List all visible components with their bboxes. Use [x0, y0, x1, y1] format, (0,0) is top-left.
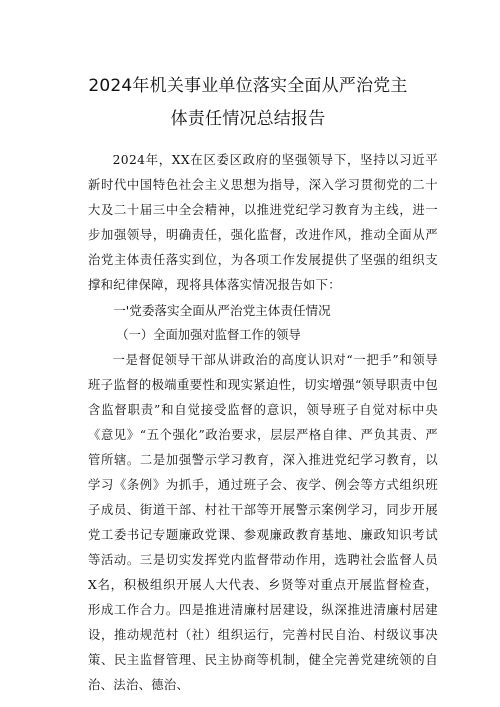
body-paragraph: 一是督促领导干部从讲政治的高度认识对“一把手”和领导班子监督的极端重要性和现实紧迫性，切实增强“领导职责中包含监督职责”和自觉接受监督的意识，领导班子自觉对标中央《意见》“五个强化”政治要求，层层严格自律、严负其责、严管所辖。二是加强警示学习教育，深入推进党纪学习教育，以学习《条例》为抓手，通过班子会、夜学、例会等方式组织班子成员、街道干部、村社干部等开展警示案例学习，同步开展党工委书记专题廉政党课、参观廉政教育基地、廉政知识考试等活动。三是切实发挥党内监督带动作用，选聘社会监督人员X名，积极组织开展人大代表、乡贤等对重点开展监督检查，形成工作合力。四是推进清廉村居建设，纵深推进清廉村居建设，推动规范村（社）组织运行，完善村民自治、村级议事决策、民主监督管理、民主协商等机制，健全完善党建统领的自治、法治、德治、: [88, 353, 438, 692]
title-line-1: 2024年机关事业单位落实全面从严治党主: [88, 76, 408, 96]
title-line-2: 体责任情况总结报告: [170, 109, 326, 129]
subsection-heading-1: （一）全面加强对监督工作的领导: [116, 328, 301, 342]
section-heading-1: 一'党委落实全面从严治党主体责任情况: [113, 303, 331, 318]
intro-paragraph: 2024年，XX在区委区政府的坚强领导下，坚持以习近平新时代中国特色社会主义思想为指导，深入学习贯彻党的二十大及二十届三中全会精神，以推进党纪学习教育为主线，进一步加强领导，明确责任，强化监督，改进作风，推动全面从严治党主体责任落实到位，为各项工作发展提供了坚强的组织支撑和纪律保障，现将具体落实情况报告如下：: [88, 153, 438, 292]
document-title: [58, 70, 438, 136]
